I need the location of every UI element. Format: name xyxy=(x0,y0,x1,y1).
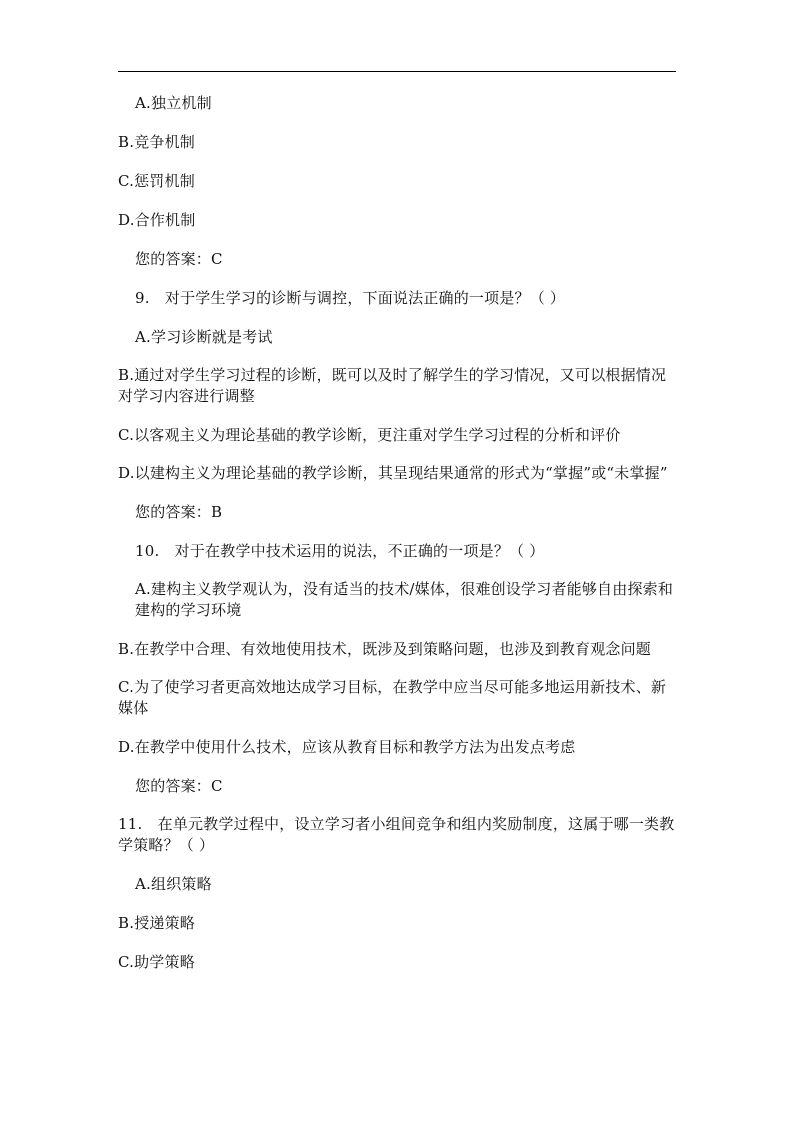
q8-option-d: D.合作机制 xyxy=(118,211,196,229)
q11-option-a: A.组织策略 xyxy=(135,875,212,893)
q11-question: 11. 在单元教学过程中，设立学习者小组间竞争和组内奖励制度，这属于哪一类教学策略？（ ） xyxy=(118,815,675,854)
q10-option-d: D.在教学中使用什么技术，应该从教育目标和教学方法为出发点考虑 xyxy=(118,738,576,756)
q10-question: 10. 对于在教学中技术运用的说法，不正确的一项是？（ ） xyxy=(135,542,545,560)
q8-option-a: A.独立机制 xyxy=(135,94,212,112)
header-rule xyxy=(118,71,676,72)
q8-option-c: C.惩罚机制 xyxy=(118,172,195,190)
q9-option-d: D.以建构主义为理论基础的教学诊断，其呈现结果通常的形式为“掌握”或“未掌握” xyxy=(118,464,668,482)
q10-your-answer: 您的答案：C xyxy=(135,777,223,795)
q8-your-answer: 您的答案：C xyxy=(135,250,223,268)
q10-option-c: C.为了使学习者更高效地达成学习目标，在教学中应当尽可能多地运用新技术、新媒体 xyxy=(118,678,667,717)
q11-option-b: B.授递策略 xyxy=(118,914,195,932)
q9-option-a: A.学习诊断就是考试 xyxy=(135,328,273,346)
q10-option-a: A.建构主义教学观认为，没有适当的技术/媒体，很难创设学习者能够自由探索和建构的学习环境 xyxy=(135,580,674,619)
q9-option-c: C.以客观主义为理论基础的教学诊断，更注重对学生学习过程的分析和评价 xyxy=(118,426,621,444)
q9-option-b: B.通过对学生学习过程的诊断，既可以及时了解学生的学习情况，又可以根据情况对学习内容进行调整 xyxy=(118,366,667,405)
q9-your-answer: 您的答案：B xyxy=(135,503,223,521)
q8-option-b: B.竞争机制 xyxy=(118,133,195,151)
quiz-content xyxy=(118,92,678,990)
q10-option-b: B.在教学中合理、有效地使用技术，既涉及到策略问题，也涉及到教育观念问题 xyxy=(118,640,651,658)
q11-option-c: C.助学策略 xyxy=(118,953,195,971)
q9-question: 9. 对于学生学习的诊断与调控，下面说法正确的一项是？（ ） xyxy=(135,289,566,307)
